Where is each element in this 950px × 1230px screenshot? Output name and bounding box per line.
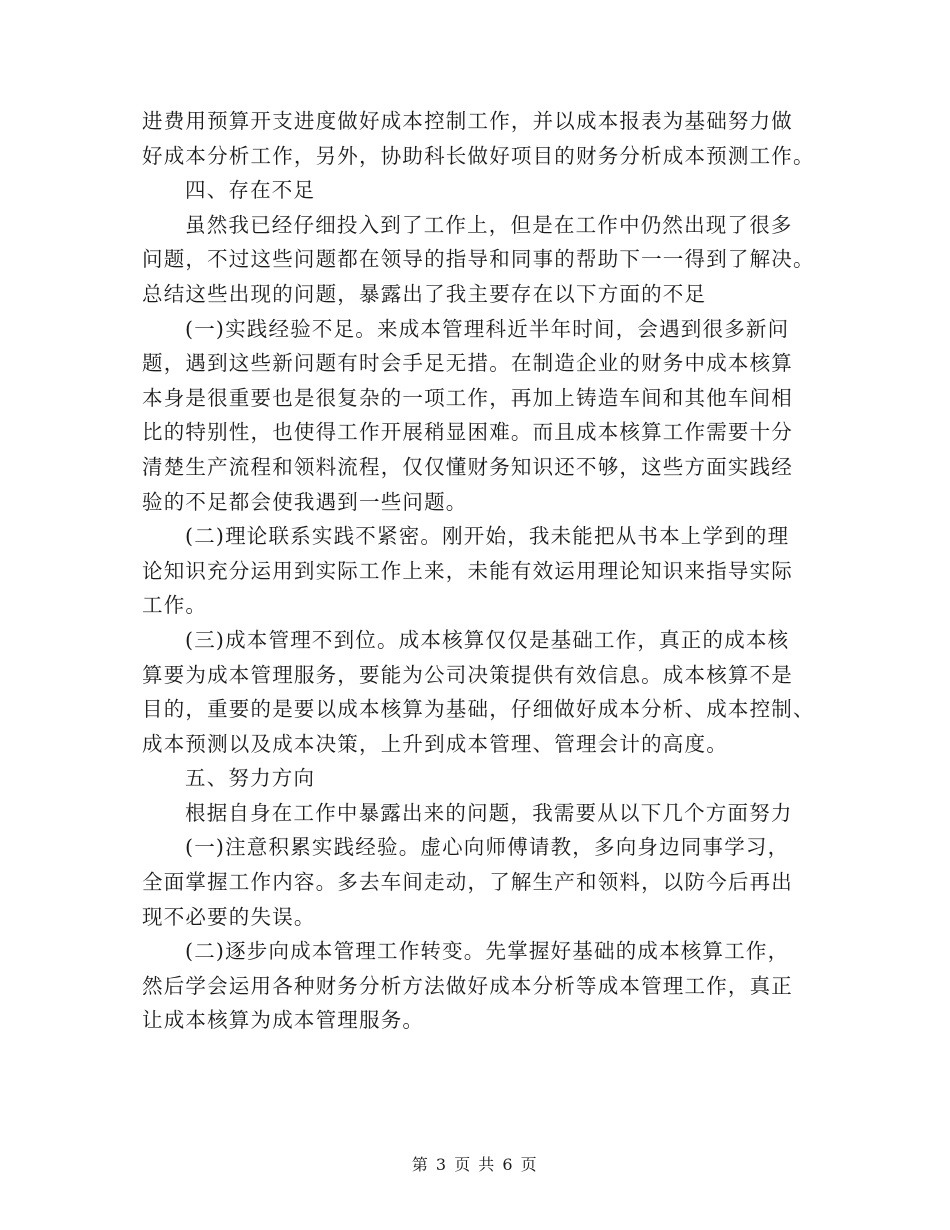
text-line: 成本预测以及成本决策，上升到成本管理、管理会计的高度。 bbox=[142, 731, 728, 756]
text-line: 算要为成本管理服务，要能为公司决策提供有效信息。成本核算不是 bbox=[142, 662, 793, 687]
text-line: 全面掌握工作内容。多去车间走动，了解生产和领料，以防今后再出 bbox=[142, 870, 793, 895]
text-line: 目的，重要的是要以成本核算为基础，仔细做好成本分析、成本控制、 bbox=[142, 697, 815, 722]
text-line: 验的不足都会使我遇到一些问题。 bbox=[142, 489, 468, 514]
text-line: 论知识充分运用到实际工作上来，未能有效运用理论知识来指导实际 bbox=[142, 558, 793, 583]
text-line: 好成本分析工作，另外，协助科长做好项目的财务分析成本预测工作。 bbox=[142, 143, 815, 168]
text-line: 题，遇到这些新问题有时会手足无措。在制造企业的财务中成本核算 bbox=[142, 351, 793, 376]
text-line: (二)理论联系实践不紧密。刚开始，我未能把从书本上学到的理 bbox=[185, 524, 790, 549]
document-body bbox=[142, 104, 817, 1038]
text-line: 清楚生产流程和领料流程，仅仅懂财务知识还不够，这些方面实践经 bbox=[142, 454, 793, 479]
text-line: 本身是很重要也是很复杂的一项工作，再加上铸造车间和其他车间相 bbox=[142, 385, 793, 410]
text-line: 根据自身在工作中暴露出来的问题，我需要从以下几个方面努力 bbox=[185, 800, 793, 825]
section-heading: 四、存在不足 bbox=[185, 178, 316, 203]
page-number-footer: 第 3 页 共 6 页 bbox=[411, 1155, 539, 1174]
text-line: (一)实践经验不足。来成本管理科近半年时间，会遇到很多新问 bbox=[185, 316, 790, 341]
text-line: (二)逐步向成本管理工作转变。先掌握好基础的成本核算工作， bbox=[185, 939, 790, 964]
text-line: 总结这些出现的问题，暴露出了我主要存在以下方面的不足 bbox=[142, 281, 707, 306]
section-heading: 五、努力方向 bbox=[185, 766, 316, 791]
text-line: (三)成本管理不到位。成本核算仅仅是基础工作，真正的成本核 bbox=[185, 627, 790, 652]
text-line: 问题，不过这些问题都在领导的指导和同事的帮助下一一得到了解决。 bbox=[142, 247, 815, 272]
text-line: 然后学会运用各种财务分析方法做好成本分析等成本管理工作，真正 bbox=[142, 973, 793, 998]
text-line: 工作。 bbox=[142, 593, 208, 618]
text-line: 比的特别性，也使得工作开展稍显困难。而且成本核算工作需要十分 bbox=[142, 420, 793, 445]
text-line: 虽然我已经仔细投入到了工作上，但是在工作中仍然出现了很多 bbox=[185, 212, 793, 237]
text-line: 进费用预算开支进度做好成本控制工作，并以成本报表为基础努力做 bbox=[142, 109, 793, 133]
text-line: 让成本核算为成本管理服务。 bbox=[142, 1008, 425, 1033]
text-line: (一)注意积累实践经验。虚心向师傅请教，多向身边同事学习， bbox=[185, 835, 790, 860]
text-line: 现不必要的失误。 bbox=[142, 904, 316, 929]
